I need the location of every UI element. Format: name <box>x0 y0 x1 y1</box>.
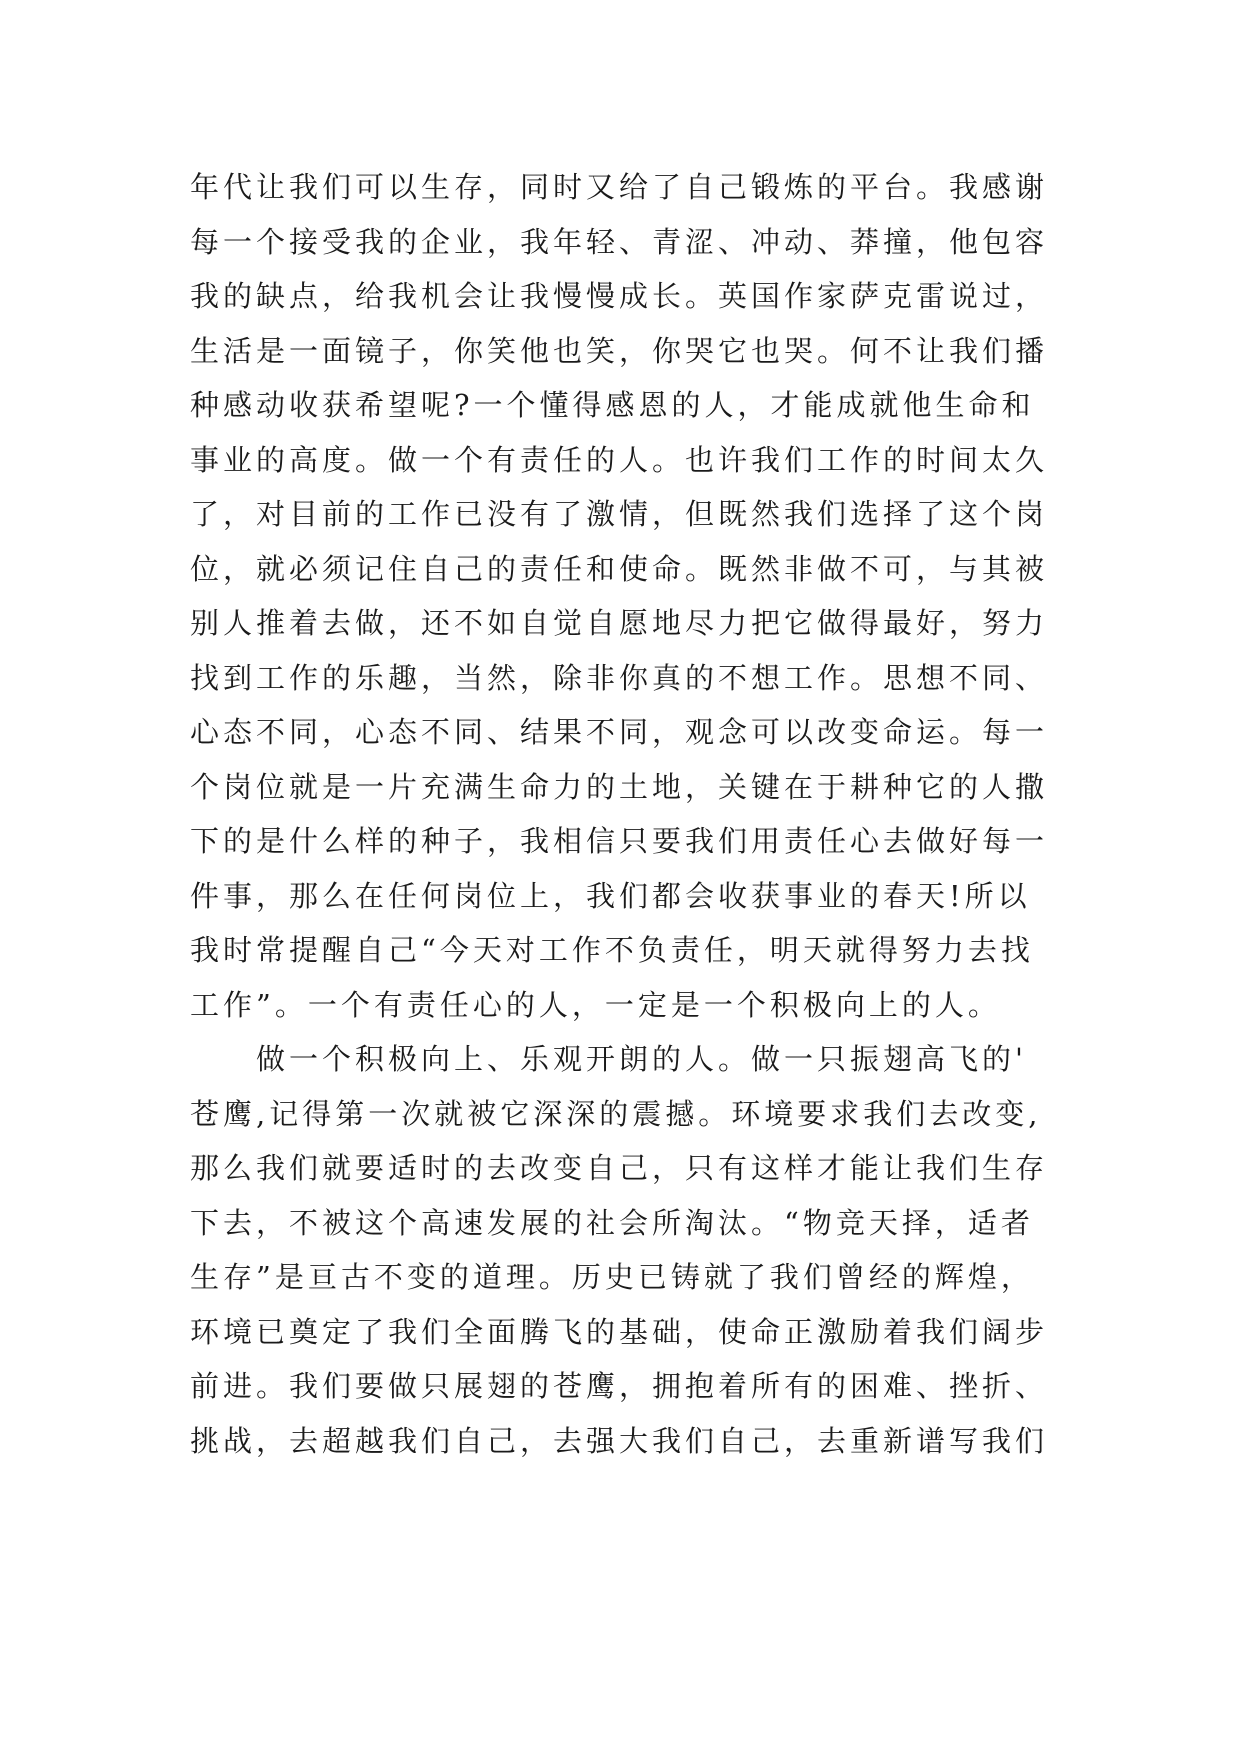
text-line: 挑战，去超越我们自己，去强大我们自己，去重新谱写我们 <box>190 1423 1049 1458</box>
text-line: 我的缺点，给我机会让我慢慢成长。英国作家萨克雷说过， <box>190 279 1049 313</box>
text-line: 心态不同，心态不同、结果不同，观念可以改变命运。每一 <box>190 715 1049 749</box>
text-line: 别人推着去做，还不如自觉自愿地尽力把它做得最好，努力 <box>190 606 1049 640</box>
text-line: 下去，不被这个高速发展的社会所淘汰。“物竞天择，适者 <box>190 1205 1034 1240</box>
text-line: 事业的高度。做一个有责任的人。也许我们工作的时间太久 <box>190 442 1049 477</box>
text-line: 那么我们就要适时的去改变自己，只有这样才能让我们生存 <box>190 1151 1049 1185</box>
text-line: 个岗位就是一片充满生命力的土地，关键在于耕种它的人撒 <box>190 769 1049 804</box>
text-line: 生存”是亘古不变的道理。历史已铸就了我们曾经的辉煌， <box>190 1260 1034 1294</box>
text-line: 下的是什么样的种子，我相信只要我们用责任心去做好每一 <box>190 824 1049 858</box>
text-line: 每一个接受我的企业，我年轻、青涩、冲动、莽撞，他包容 <box>190 224 1049 259</box>
document-body <box>190 160 1070 1468</box>
text-line: 找到工作的乐趣，当然，除非你真的不想工作。思想不同、 <box>190 660 1049 695</box>
text-line: 生活是一面镜子，你笑他也笑，你哭它也哭。何不让我们播 <box>190 333 1049 368</box>
text-line: 前进。我们要做只展翅的苍鹰，拥抱着所有的困难、挫折、 <box>190 1369 1049 1403</box>
text-line: 位，就必须记住自己的责任和使命。既然非做不可，与其被 <box>190 551 1049 586</box>
text-line: 件事，那么在任何岗位上，我们都会收获事业的春天!所以 <box>190 878 1031 913</box>
text-line: 了，对目前的工作已没有了激情，但既然我们选择了这个岗 <box>190 497 1049 531</box>
text-line: 苍鹰,记得第一次就被它深深的震撼。环境要求我们去改变, <box>190 1096 1042 1131</box>
text-line: 种感动收获希望呢?一个懂得感恩的人，才能成就他生命和 <box>190 388 1035 422</box>
paragraph-start-line: 做一个积极向上、乐观开朗的人。做一只振翅高飞的' <box>256 1042 1027 1076</box>
text-line: 我时常提醒自己“今天对工作不负责任，明天就得努力去找 <box>190 933 1034 967</box>
text-line: 年代让我们可以生存，同时又给了自己锻炼的平台。我感谢 <box>190 170 1049 204</box>
text-line: 环境已奠定了我们全面腾飞的基础，使命正激励着我们阔步 <box>190 1314 1049 1349</box>
text-line: 工作”。一个有责任心的人，一定是一个积极向上的人。 <box>190 987 1001 1022</box>
